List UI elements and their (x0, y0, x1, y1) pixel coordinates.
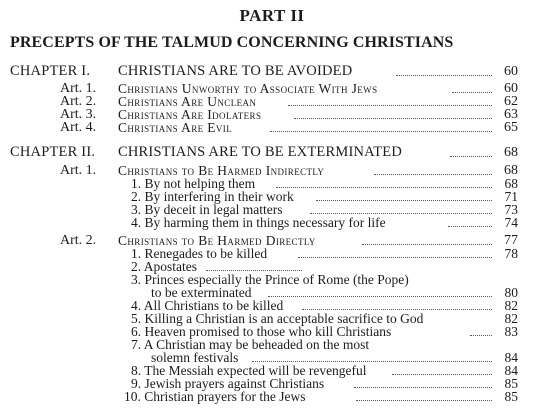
page-number: 62 (504, 94, 518, 109)
chapter-title: CHRISTIANS ARE TO BE EXTERMINATED (118, 144, 402, 160)
item-text: 7. A Christian may be beheaded on the most (131, 337, 370, 352)
page-number: 68 (504, 163, 518, 178)
item-text: 1. Renegades to be killed (131, 246, 268, 261)
page-number: 85 (504, 376, 518, 391)
page-number: 68 (504, 176, 518, 191)
dot-leader (356, 400, 492, 401)
dot-leader (252, 361, 492, 362)
dot-leader (302, 309, 492, 310)
list-item (0, 215, 544, 230)
article-title: Christians Are Idolaters (118, 107, 262, 122)
article-title: Christians Unworthy to Associate With Jews (118, 81, 378, 96)
page-number: 73 (504, 202, 518, 217)
item-text: 9. Jewish prayers against Christians (131, 376, 325, 391)
item-text: 6. Heaven promised to those who kill Christians (131, 324, 392, 339)
page-number: 85 (504, 389, 518, 404)
chapter-2-row (0, 145, 544, 160)
article-label: Art. 1. (60, 163, 97, 178)
page-number: 84 (504, 363, 518, 378)
chapter-label: CHAPTER I. (10, 63, 91, 79)
page-number: 78 (504, 246, 518, 261)
dot-leader (206, 270, 302, 271)
article-title: Christians Are Unclean (118, 94, 257, 109)
page-number: 68 (504, 145, 518, 160)
page-number: 84 (504, 350, 518, 365)
item-text: 3. Princes especially the Prince of Rome (the Pope) (131, 272, 409, 287)
list-item (0, 389, 544, 404)
page-number: 65 (504, 120, 518, 135)
chapter-label: CHAPTER II. (10, 144, 96, 160)
article-title: Christians to Be Harmed Directly (118, 233, 316, 248)
page-number: 77 (504, 233, 518, 248)
section-title: PRECEPTS OF THE TALMUD CONCERNING CHRISTIANS (10, 34, 454, 51)
page-number: 83 (504, 324, 518, 339)
item-text: 1. By not helping them (131, 176, 256, 191)
article-label: Art. 2. (60, 94, 97, 109)
dot-leader (268, 296, 492, 297)
dot-leader (362, 244, 492, 245)
dot-leader (288, 105, 492, 106)
page-number: 60 (504, 64, 518, 79)
dot-leader (470, 335, 492, 336)
dot-leader (448, 226, 492, 227)
article-label: Art. 2. (60, 233, 97, 248)
dot-leader (298, 257, 492, 258)
item-text: to be exterminated (151, 285, 252, 300)
page-number: 74 (504, 215, 518, 230)
chapter-1-row (0, 64, 544, 79)
item-text: 2. By interfering in their work (131, 189, 294, 204)
dot-leader (276, 187, 492, 188)
item-text: solemn festivals (151, 350, 239, 365)
item-text: 8. The Messiah expected will be revengeful (131, 363, 367, 378)
item-text: 5. Killing a Christian is an acceptable sacrifice to God (131, 311, 424, 326)
page-number: 80 (504, 285, 518, 300)
dot-leader (316, 200, 492, 201)
dot-leader (392, 374, 492, 375)
dot-leader (270, 131, 492, 132)
item-text: 4. All Christians to be killed (131, 298, 284, 313)
page-number: 82 (504, 298, 518, 313)
dot-leader (354, 387, 492, 388)
article-label: Art. 4. (60, 120, 97, 135)
dot-leader (396, 75, 492, 76)
page-number: 60 (504, 81, 518, 96)
article-label: Art. 3. (60, 107, 97, 122)
dot-leader (294, 118, 492, 119)
page-number: 71 (504, 189, 518, 204)
dot-leader (310, 213, 492, 214)
item-text: 4. By harming them in things necessary for life (131, 215, 386, 230)
chapter-title: CHRISTIANS ARE TO BE AVOIDED (118, 63, 353, 79)
part-title: PART II (239, 6, 305, 25)
dot-leader (374, 174, 492, 175)
article-title: Christians to Be Harmed Indirectly (118, 163, 325, 178)
article-label: Art. 1. (60, 81, 97, 96)
item-text: 10. Christian prayers for the Jews (124, 389, 306, 404)
page-number: 82 (504, 311, 518, 326)
article-row (0, 120, 544, 135)
dot-leader (450, 156, 492, 157)
article-title: Christians Are Evil (118, 120, 233, 135)
item-text: 3. By deceit in legal matters (131, 202, 283, 217)
dot-leader (452, 92, 492, 93)
item-text: 2. Apostates (131, 259, 197, 274)
page-number: 63 (504, 107, 518, 122)
